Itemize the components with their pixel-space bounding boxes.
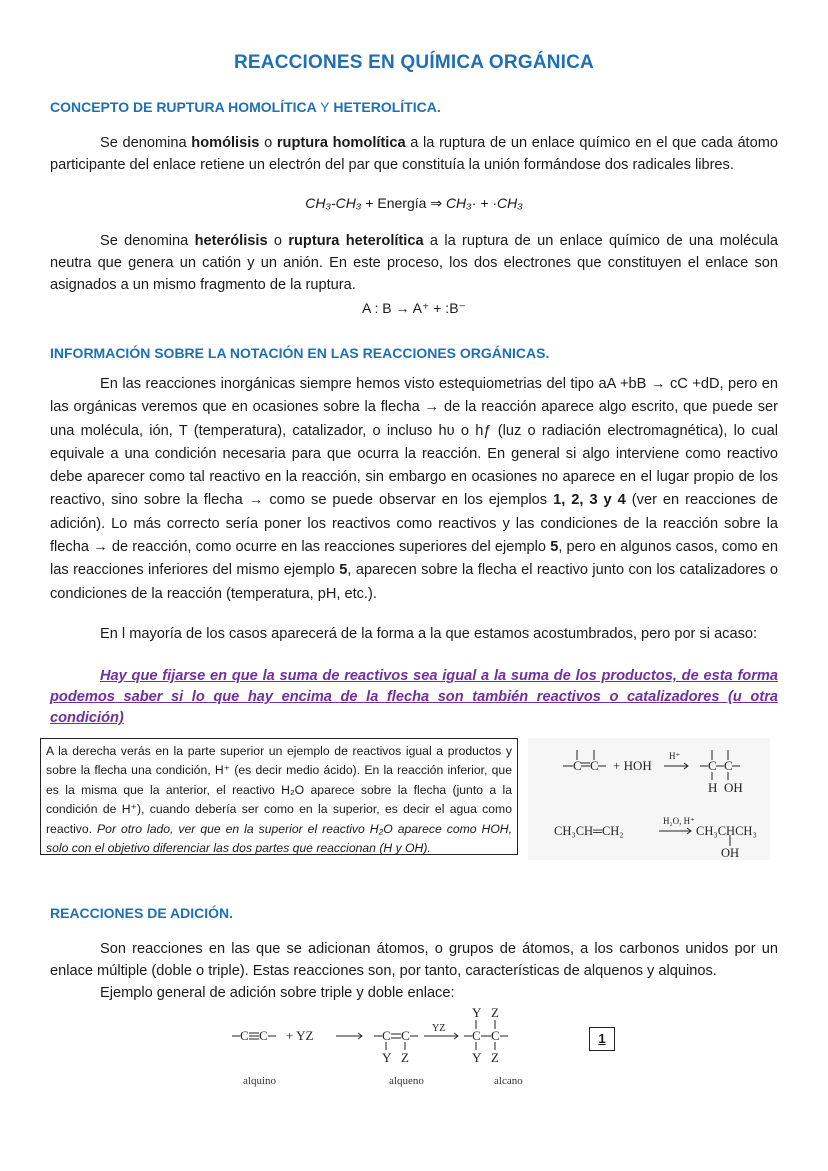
paragraph-homolisis xyxy=(50,132,778,176)
eq-products: CH₃· + ·CH₃ xyxy=(445,195,523,211)
substituent-z: Z xyxy=(401,1050,409,1065)
text-span: a la ruptura de un enlace químico en el que cada átomo participante del enlace retiene un electrón del par que constituía la unión formándose dos radicales libres. xyxy=(50,135,779,173)
carbon-label: C xyxy=(590,758,599,773)
substituent-y: Y xyxy=(472,1050,482,1065)
term-ruptura-heterolitica: ruptura heterolítica xyxy=(288,233,424,249)
example-ref: 5 xyxy=(339,562,348,579)
bottom-condition: H₂O, H⁺ xyxy=(663,816,695,826)
carbon-label: C xyxy=(573,758,582,773)
page-title: REACCIONES EN QUÍMICA ORGÁNICA xyxy=(234,52,594,73)
text-span: Se denomina xyxy=(100,233,195,249)
box-text-italic: Por otro lado, ver que en la superior el reactivo H₂O aparece como HOH, solo con el objetivo diferenciar las dos partes que reaccionan (H y OH). xyxy=(46,821,512,856)
substituent-y: Y xyxy=(382,1050,392,1065)
label-alcano: alcano xyxy=(494,1075,523,1087)
eq-middle: + Energía ⇒ xyxy=(361,195,446,211)
section-heading-notacion: INFORMACIÓN SOBRE LA NOTACIÓN EN LAS REACCIONES ORGÁNICAS. xyxy=(50,345,550,361)
eq-reactant: CH₃-CH₃ xyxy=(305,195,362,211)
addition-scheme-svg xyxy=(228,1003,538,1093)
top-condition: H⁺ xyxy=(669,751,681,761)
paragraph-notacion xyxy=(50,373,778,606)
example-ref: 5 xyxy=(550,539,559,556)
addition-scheme xyxy=(228,1003,538,1093)
section-heading-adicion: REACCIONES DE ADICIÓN. xyxy=(50,905,234,921)
label-alqueno: alqueno xyxy=(389,1075,424,1087)
bottom-product: CH₃CHCH₃ xyxy=(696,824,757,838)
text-span: (ver en reacciones de adición). Lo más correcto sería poner los reactivos como reactivos y las condiciones de la reacción sobre la flecha → de reacción, como ocurre en las reacciones superiores del ejemplo xyxy=(50,492,778,556)
text-span: o xyxy=(267,233,289,249)
example-refs: 1, 2, 3 y 4 xyxy=(553,492,626,509)
carbon-label: C xyxy=(724,758,733,773)
bottom-reactant: CH₃CH═CH₂ xyxy=(554,824,624,838)
text-span: , aparecen sobre la flecha el reactivo junto con los catalizadores o condiciones de la reacción (temperatura, pH, etc.). xyxy=(50,562,778,602)
heading-part: HETEROLÍTICA. xyxy=(329,99,441,115)
highlight-note: Hay que fijarse en que la suma de reactivos sea igual a la suma de los productos, de esta forma podemos saber si lo que hay encima de la flecha son también reactivos o catalizadores (u otra condición) xyxy=(50,668,778,726)
carbon-label: C xyxy=(472,1028,481,1043)
carbon-label: C xyxy=(491,1028,500,1043)
text-span: Se denomina xyxy=(100,135,192,151)
term-homolisis: homólisis xyxy=(191,135,260,151)
text-span: En las reacciones inorgánicas siempre hemos visto estequiometrias del tipo aA +bB → cC +dD, pero en las orgánicas veremos que en ocasiones sobre la flecha → de la reacción aparece algo escrito, que puede ser una molécula, ión, T (temperatura), catalizador, o incluso hυ o hƒ (luz o radiación electromagnética), lo cual equivale a una condición necesaria para que ocurra la reacción. En general si algo interviene como reactivo debe aparecer como tal reactivo en la reacción, sin embargo en ocasiones no aparece en el lugar propio de los reactivo, sino sobre la flecha → como se puede observar en los ejemplos xyxy=(50,376,778,509)
text-span: En l mayoría de los casos aparecerá de la forma a la que estamos acostumbrados, pero por si acaso: xyxy=(100,626,758,642)
carbon-label: C xyxy=(240,1028,249,1043)
scheme-condition: YZ xyxy=(432,1023,446,1034)
top-product-h: H xyxy=(708,780,718,795)
hydration-reactions-figure xyxy=(528,738,770,860)
heading-part: Y xyxy=(320,99,330,115)
paragraph-adicion xyxy=(50,938,778,1004)
substituent-z: Z xyxy=(491,1005,499,1020)
top-reagent: + HOH xyxy=(613,758,652,773)
carbon-label: C xyxy=(708,758,717,773)
scheme-reagent: + YZ xyxy=(286,1028,314,1043)
substituent-z: Z xyxy=(491,1050,499,1065)
paragraph-mayoria xyxy=(50,623,778,645)
example-number-box: 1 xyxy=(589,1027,615,1051)
top-product-oh: OH xyxy=(724,780,743,795)
label-alquino: alquino xyxy=(243,1075,276,1087)
explanation-box xyxy=(40,738,518,855)
hydration-reactions-svg xyxy=(528,738,770,860)
box-text: A la derecha verás en la parte superior un ejemplo de reactivos igual a productos y sobre la flecha una condición, H⁺ (es decir medio ácido). En la reacción inferior, que es la misma que la anterior, el reactivo H₂O aparece sobre la flecha (junto a la condición de H⁺), cuando debería ser como en la superior, es decir el agua como reactivo. xyxy=(46,744,512,836)
paragraph-heterolisis xyxy=(50,230,778,296)
equation-homolisis xyxy=(0,195,828,212)
text-span: Son reacciones en las que se adicionan átomos, o grupos de átomos, a los carbonos unidos por un enlace múltiple (doble o triple). Estas reacciones son, por tanto, características de alquenos y alquinos. xyxy=(50,941,778,979)
carbon-label: C xyxy=(401,1028,410,1043)
equation-heterolisis: A : B → A⁺ + :B⁻ xyxy=(362,300,466,316)
bottom-product-oh: OH xyxy=(721,846,740,860)
carbon-label: C xyxy=(259,1028,268,1043)
text-span: , pero en algunos casos, como en las reacciones inferiores del mismo ejemplo xyxy=(50,539,779,579)
text-span: o xyxy=(259,135,277,151)
section-heading-ruptura xyxy=(50,99,441,115)
term-heterolisis: heterólisis xyxy=(194,233,268,249)
carbon-label: C xyxy=(382,1028,391,1043)
heading-part: CONCEPTO DE RUPTURA HOMOLÍTICA xyxy=(50,99,321,115)
term-ruptura-homolitica: ruptura homolítica xyxy=(276,135,406,151)
text-span: Ejemplo general de adición sobre triple y doble enlace: xyxy=(100,985,455,1001)
substituent-y: Y xyxy=(472,1005,482,1020)
text-span: a la ruptura de un enlace químico de una molécula neutra que genera un catión y un anión. En este proceso, los dos electrones que constituyen el enlace son asignados a un mismo fragmento de la ruptura. xyxy=(50,233,778,293)
